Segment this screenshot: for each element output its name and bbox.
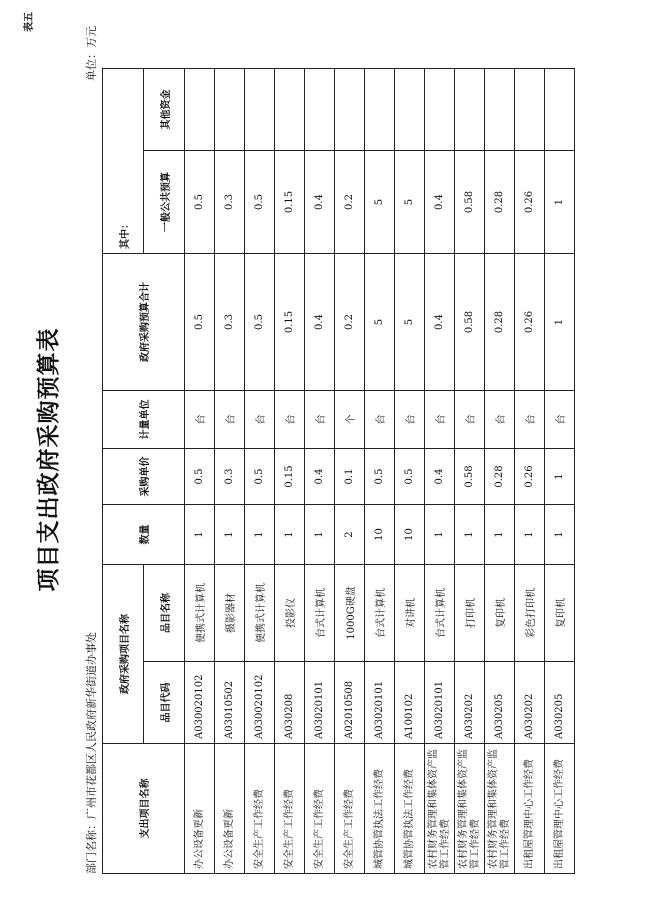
page-title: 项目支出政府采购预算表 <box>35 327 62 592</box>
cell-total: 0.58 <box>455 254 485 391</box>
cell-measure-unit: 台 <box>515 391 545 449</box>
cell-project-name: 安全生产工作经费 <box>275 744 305 874</box>
cell-unit-price: 0.4 <box>425 449 455 505</box>
header-quantity: 数量 <box>103 505 185 565</box>
cell-other-funds <box>455 69 485 151</box>
cell-measure-unit: 台 <box>185 391 215 449</box>
cell-measure-unit: 台 <box>305 391 335 449</box>
cell-total: 0.3 <box>215 254 245 391</box>
cell-unit-price: 0.58 <box>455 449 485 505</box>
cell-item-code: A100102 <box>395 662 425 744</box>
cell-quantity: 1 <box>215 505 245 565</box>
cell-quantity: 1 <box>305 505 335 565</box>
cell-unit-price: 0.15 <box>275 449 305 505</box>
header-of-which: 其中： <box>103 69 144 254</box>
cell-item-code: A030202 <box>455 662 485 744</box>
cell-item-name: 台式计算机 <box>365 565 395 662</box>
cell-item-name: 便携式计算机 <box>245 565 275 662</box>
cell-general-budget: 5 <box>365 151 395 254</box>
procurement-table <box>102 68 575 874</box>
cell-item-code: A030205 <box>485 662 515 744</box>
cell-total: 0.26 <box>515 254 545 391</box>
cell-general-budget: 5 <box>395 151 425 254</box>
cell-item-name: 复印机 <box>545 565 575 662</box>
cell-other-funds <box>275 69 305 151</box>
cell-measure-unit: 个 <box>335 391 365 449</box>
table-row <box>455 69 485 874</box>
department-name: 部门名称：广州市花都区人民政府新华街道办事处 <box>85 632 98 874</box>
cell-project-name: 农村财务管理和集体资产监管工作经费 <box>485 744 515 874</box>
cell-quantity: 1 <box>515 505 545 565</box>
cell-project-name: 城管协管执法工作经费 <box>365 744 395 874</box>
cell-item-code: A03020101 <box>365 662 395 744</box>
cell-unit-price: 0.3 <box>215 449 245 505</box>
header-unit-price: 采购单价 <box>103 449 185 505</box>
currency-unit: 单位：万元 <box>85 26 98 81</box>
header-total: 政府采购预算合计 <box>103 254 185 391</box>
cell-general-budget: 1 <box>545 151 575 254</box>
table-row <box>485 69 515 874</box>
cell-quantity: 1 <box>485 505 515 565</box>
cell-unit-price: 0.4 <box>305 449 335 505</box>
table-row <box>215 69 245 874</box>
cell-item-code: A030202 <box>515 662 545 744</box>
cell-quantity: 10 <box>365 505 395 565</box>
table-row <box>395 69 425 874</box>
cell-quantity: 1 <box>425 505 455 565</box>
header-row-1 <box>103 69 144 874</box>
table-row <box>305 69 335 874</box>
cell-item-name: 彩色打印机 <box>515 565 545 662</box>
cell-other-funds <box>245 69 275 151</box>
header-procurement-name: 政府采购项目名称 <box>103 565 144 744</box>
header-item-code: 品目代码 <box>144 662 185 744</box>
cell-other-funds <box>425 69 455 151</box>
cell-quantity: 2 <box>335 505 365 565</box>
cell-general-budget: 0.15 <box>275 151 305 254</box>
cell-total: 5 <box>395 254 425 391</box>
cell-item-name: 台式计算机 <box>305 565 335 662</box>
cell-total: 0.4 <box>305 254 335 391</box>
cell-item-code: A030208 <box>275 662 305 744</box>
cell-project-name: 城管协管执法工作经费 <box>395 744 425 874</box>
cell-general-budget: 0.3 <box>215 151 245 254</box>
cell-other-funds <box>545 69 575 151</box>
cell-other-funds <box>185 69 215 151</box>
cell-unit-price: 0.1 <box>335 449 365 505</box>
table-row <box>275 69 305 874</box>
header-general-budget: 一般公共预算 <box>144 151 185 254</box>
cell-measure-unit: 台 <box>425 391 455 449</box>
cell-general-budget: 0.28 <box>485 151 515 254</box>
cell-item-code: A030205 <box>545 662 575 744</box>
table-row <box>245 69 275 874</box>
cell-other-funds <box>365 69 395 151</box>
cell-item-name: 台式计算机 <box>425 565 455 662</box>
cell-project-name: 农村财务管理和集体资产监管工作经费 <box>425 744 455 874</box>
cell-item-name: 复印机 <box>485 565 515 662</box>
cell-unit-price: 1 <box>545 449 575 505</box>
cell-total: 5 <box>365 254 395 391</box>
cell-total: 0.15 <box>275 254 305 391</box>
cell-project-name: 安全生产工作经费 <box>305 744 335 874</box>
cell-item-name: 打印机 <box>455 565 485 662</box>
cell-unit-price: 0.5 <box>185 449 215 505</box>
cell-total: 0.5 <box>185 254 215 391</box>
cell-quantity: 1 <box>545 505 575 565</box>
cell-other-funds <box>395 69 425 151</box>
cell-item-code: A03010502 <box>215 662 245 744</box>
cell-item-name: 便携式计算机 <box>185 565 215 662</box>
cell-project-name: 农村财务管理和集体资产监管工作经费 <box>455 744 485 874</box>
cell-quantity: 10 <box>395 505 425 565</box>
table-row <box>425 69 455 874</box>
cell-quantity: 1 <box>455 505 485 565</box>
cell-unit-price: 0.5 <box>395 449 425 505</box>
cell-other-funds <box>335 69 365 151</box>
cell-project-name: 出租屋管理中心工作经费 <box>545 744 575 874</box>
table-number: 表五 <box>24 12 35 32</box>
cell-item-name: 摄影器材 <box>215 565 245 662</box>
cell-project-name: 办公设备更新 <box>215 744 245 874</box>
cell-total: 0.4 <box>425 254 455 391</box>
cell-general-budget: 0.4 <box>425 151 455 254</box>
header-item-name: 品目名称 <box>144 565 185 662</box>
cell-item-name: 对讲机 <box>395 565 425 662</box>
cell-total: 0.5 <box>245 254 275 391</box>
cell-general-budget: 0.58 <box>455 151 485 254</box>
cell-quantity: 1 <box>245 505 275 565</box>
cell-measure-unit: 台 <box>395 391 425 449</box>
header-project-name: 支出项目名称 <box>103 744 185 874</box>
table-row <box>365 69 395 874</box>
table-row <box>545 69 575 874</box>
cell-other-funds <box>215 69 245 151</box>
cell-measure-unit: 台 <box>365 391 395 449</box>
table-row <box>515 69 545 874</box>
cell-general-budget: 0.5 <box>185 151 215 254</box>
header-other-funds: 其他资金 <box>144 69 185 151</box>
table-row <box>335 69 365 874</box>
cell-general-budget: 0.26 <box>515 151 545 254</box>
cell-other-funds <box>485 69 515 151</box>
cell-general-budget: 0.4 <box>305 151 335 254</box>
cell-other-funds <box>515 69 545 151</box>
cell-project-name: 安全生产工作经费 <box>245 744 275 874</box>
cell-unit-price: 0.5 <box>245 449 275 505</box>
cell-project-name: 安全生产工作经费 <box>335 744 365 874</box>
cell-item-name: 1000G硬盘 <box>335 565 365 662</box>
cell-total: 1 <box>545 254 575 391</box>
cell-measure-unit: 台 <box>245 391 275 449</box>
cell-item-name: 投影仪 <box>275 565 305 662</box>
cell-total: 0.2 <box>335 254 365 391</box>
cell-quantity: 1 <box>185 505 215 565</box>
cell-measure-unit: 台 <box>275 391 305 449</box>
cell-item-code: A030020102 <box>185 662 215 744</box>
cell-project-name: 办公设备更新 <box>185 744 215 874</box>
cell-item-code: A02010508 <box>335 662 365 744</box>
header-measure-unit: 计量单位 <box>103 391 185 449</box>
cell-unit-price: 0.5 <box>365 449 395 505</box>
cell-item-code: A03020101 <box>425 662 455 744</box>
cell-measure-unit: 台 <box>215 391 245 449</box>
cell-general-budget: 0.5 <box>245 151 275 254</box>
cell-unit-price: 0.26 <box>515 449 545 505</box>
cell-project-name: 出租屋管理中心工作经费 <box>515 744 545 874</box>
cell-measure-unit: 台 <box>455 391 485 449</box>
cell-measure-unit: 台 <box>545 391 575 449</box>
cell-total: 0.28 <box>485 254 515 391</box>
cell-item-code: A03020101 <box>305 662 335 744</box>
cell-other-funds <box>305 69 335 151</box>
cell-measure-unit: 台 <box>485 391 515 449</box>
cell-unit-price: 0.28 <box>485 449 515 505</box>
cell-item-code: A030020102 <box>245 662 275 744</box>
table-row <box>185 69 215 874</box>
cell-quantity: 1 <box>275 505 305 565</box>
cell-general-budget: 0.2 <box>335 151 365 254</box>
